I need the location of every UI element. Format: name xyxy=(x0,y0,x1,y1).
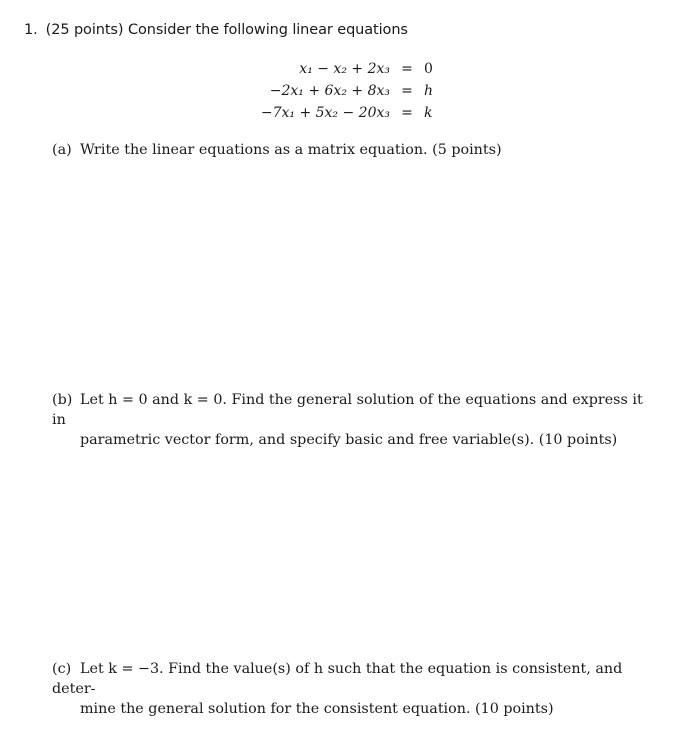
equation-row-3 xyxy=(200,102,460,124)
part-a-label: (a) xyxy=(52,142,72,158)
equals-sign: = xyxy=(401,61,413,77)
equation-3-rhs: k xyxy=(424,105,433,121)
equation-1-rhs: 0 xyxy=(424,61,433,77)
part-a-text: Write the linear equations as a matrix equation. (5 points) xyxy=(80,142,502,158)
equals-sign: = xyxy=(401,83,413,99)
equation-1-lhs: x₁ − x₂ + 2x₃ xyxy=(299,61,390,77)
equation-2-rhs: h xyxy=(424,83,434,99)
part-c-label: (c) xyxy=(52,661,72,677)
part-b-text-line1: Let h = 0 and k = 0. Find the general solution of the equations and express it in xyxy=(52,392,643,428)
part-c-text-line1: Let k = −3. Find the value(s) of h such that the equation is consistent, and deter- xyxy=(52,661,623,697)
equation-row-1 xyxy=(200,58,460,80)
part-b xyxy=(52,390,652,450)
equals-sign: = xyxy=(401,105,413,121)
part-a xyxy=(52,140,652,160)
part-c xyxy=(52,659,652,719)
part-b-text-line2: parametric vector form, and specify basic and free variable(s). (10 points) xyxy=(80,432,618,448)
equation-row-2 xyxy=(200,80,460,102)
problem-number: 1. xyxy=(24,22,38,38)
part-c-text-line2: mine the general solution for the consistent equation. (10 points) xyxy=(80,701,554,717)
part-b-label: (b) xyxy=(52,392,73,408)
equation-3-lhs: −7x₁ + 5x₂ − 20x₃ xyxy=(260,105,390,121)
equation-system xyxy=(200,58,460,124)
equation-2-lhs: −2x₁ + 6x₂ + 8x₃ xyxy=(269,83,390,99)
problem-statement: (25 points) Consider the following linear equations xyxy=(45,22,408,38)
problem-header xyxy=(24,22,408,38)
